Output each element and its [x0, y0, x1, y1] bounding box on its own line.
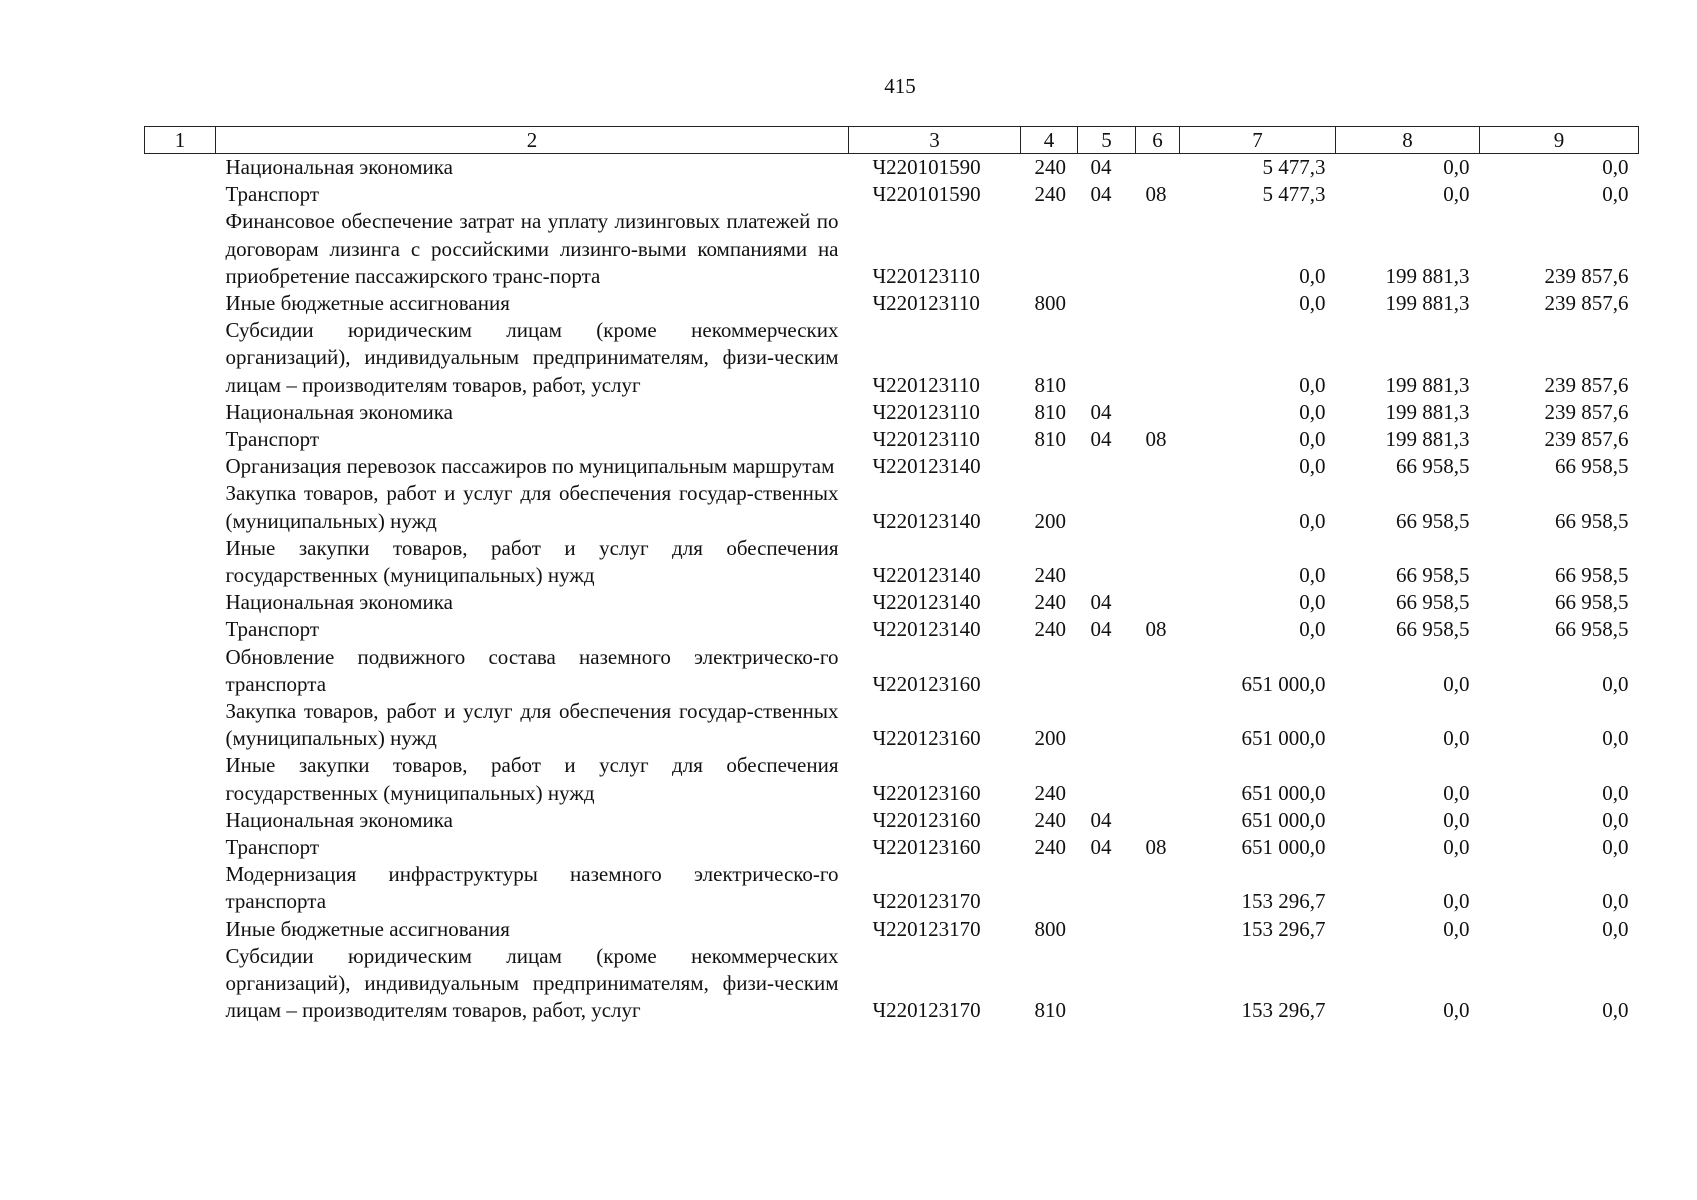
row-name: Организация перевозок пассажиров по муниципальным маршрутам: [225, 454, 835, 479]
table-row: [145, 861, 1639, 915]
amount-col-7: 0,0: [1299, 427, 1326, 452]
amount-col-9: 66 958,5: [1555, 508, 1629, 533]
amount-col-8: 0,0: [1443, 182, 1470, 207]
row-name: Национальная экономика: [225, 155, 453, 179]
target-article-code: Ч220123110: [872, 427, 980, 452]
amount-col-9: 66 958,5: [1555, 563, 1629, 588]
section-code: 04: [1090, 427, 1112, 452]
blank-cell: [145, 943, 216, 1025]
amount-col-7: 153 296,7: [1241, 889, 1326, 914]
amount-col-7: 651 000,0: [1241, 671, 1326, 696]
amount-col-7: 0,0: [1299, 563, 1326, 588]
subsection-code: [1136, 861, 1180, 915]
subsection-code: [1136, 589, 1180, 616]
amount-col-8: 66 958,5: [1396, 617, 1470, 642]
amount-col-8: 0,0: [1443, 916, 1470, 941]
amount-col-7: 651 000,0: [1241, 780, 1326, 805]
row-name: Иные закупки товаров, работ и услуг для обеспечения государственных (муниципальных) нужд: [225, 753, 839, 805]
subsection-code: 08: [1145, 427, 1167, 452]
column-header-4: 4: [1021, 127, 1078, 154]
expense-type-code: 240: [1034, 155, 1066, 179]
target-article-code: Ч220123110: [872, 263, 980, 288]
table-row: [145, 943, 1639, 1025]
target-article-code: Ч220123160: [872, 726, 981, 751]
amount-col-9: 0,0: [1602, 182, 1629, 207]
expense-type-code: 240: [1034, 590, 1066, 615]
row-name: Транспорт: [225, 835, 320, 860]
expense-type-code: [1021, 644, 1078, 698]
subsection-code: [1136, 698, 1180, 752]
amount-col-7: 153 296,7: [1241, 998, 1326, 1023]
table-header: [145, 127, 1639, 154]
subsection-code: [1136, 480, 1180, 534]
amount-col-8: 0,0: [1443, 998, 1470, 1023]
expense-type-code: 810: [1034, 372, 1066, 397]
amount-col-7: 5 477,3: [1262, 155, 1326, 179]
amount-col-8: 0,0: [1443, 835, 1470, 860]
subsection-code: [1136, 208, 1180, 290]
row-name: Национальная экономика: [225, 399, 453, 424]
row-name: Транспорт: [225, 427, 320, 452]
expense-type-code: 200: [1034, 726, 1066, 751]
amount-col-9: 0,0: [1602, 780, 1629, 805]
amount-col-7: 0,0: [1299, 590, 1326, 615]
table-row: [145, 317, 1639, 399]
section-code: [1078, 453, 1136, 480]
table-row: [145, 399, 1639, 426]
amount-col-9: 239 857,6: [1544, 399, 1629, 424]
amount-col-8: 199 881,3: [1385, 263, 1470, 288]
amount-col-8: 0,0: [1443, 807, 1470, 832]
blank-cell: [145, 834, 216, 861]
expense-type-code: 800: [1034, 291, 1066, 316]
section-code: 04: [1090, 590, 1112, 615]
blank-cell: [145, 535, 216, 589]
amount-col-7: 0,0: [1299, 263, 1326, 288]
target-article-code: Ч220101590: [872, 155, 981, 179]
amount-col-7: 0,0: [1299, 372, 1326, 397]
section-code: [1078, 208, 1136, 290]
target-article-code: Ч220123140: [872, 590, 981, 615]
section-code: 04: [1090, 155, 1112, 179]
table-row: [145, 589, 1639, 616]
amount-col-9: 0,0: [1602, 916, 1629, 941]
blank-cell: [145, 181, 216, 208]
table-body: [145, 154, 1639, 1025]
amount-col-7: 0,0: [1299, 399, 1326, 424]
amount-col-9: 0,0: [1602, 807, 1629, 832]
subsection-code: 08: [1145, 617, 1167, 642]
amount-col-9: 239 857,6: [1544, 427, 1629, 452]
section-code: 04: [1090, 617, 1112, 642]
blank-cell: [145, 752, 216, 806]
amount-col-7: 0,0: [1299, 617, 1326, 642]
blank-cell: [145, 807, 216, 834]
amount-col-8: 66 958,5: [1396, 590, 1470, 615]
section-code: [1078, 916, 1136, 943]
row-name: Национальная экономика: [225, 590, 453, 615]
amount-col-7: 651 000,0: [1241, 835, 1326, 860]
subsection-code: [1136, 943, 1180, 1025]
table-row: [145, 208, 1639, 290]
table-row: [145, 916, 1639, 943]
blank-cell: [145, 399, 216, 426]
column-header-6: 6: [1136, 127, 1180, 154]
amount-col-9: 66 958,5: [1555, 617, 1629, 642]
subsection-code: [1136, 290, 1180, 317]
row-name: Национальная экономика: [225, 807, 453, 832]
table-row: [145, 752, 1639, 806]
subsection-code: [1136, 807, 1180, 834]
blank-cell: [145, 208, 216, 290]
blank-cell: [145, 916, 216, 943]
expense-type-code: 240: [1034, 780, 1066, 805]
row-name: Обновление подвижного состава наземного электрическо-го транспорта: [225, 644, 839, 696]
amount-col-8: 0,0: [1443, 671, 1470, 696]
section-code: [1078, 290, 1136, 317]
amount-col-8: 0,0: [1443, 780, 1470, 805]
amount-col-7: 0,0: [1299, 508, 1326, 533]
blank-cell: [145, 290, 216, 317]
expense-type-code: 810: [1034, 427, 1066, 452]
expense-type-code: 240: [1034, 617, 1066, 642]
target-article-code: Ч220123140: [872, 508, 981, 533]
amount-col-9: 239 857,6: [1544, 263, 1629, 288]
column-header-5: 5: [1078, 127, 1136, 154]
subsection-code: [1136, 916, 1180, 943]
subsection-code: [1136, 453, 1180, 480]
subsection-code: [1136, 752, 1180, 806]
amount-col-7: 0,0: [1299, 291, 1326, 316]
section-code: [1078, 644, 1136, 698]
table-row: [145, 834, 1639, 861]
target-article-code: Ч220123160: [872, 807, 981, 832]
target-article-code: Ч220123110: [872, 291, 980, 316]
expense-type-code: 810: [1034, 998, 1066, 1023]
target-article-code: Ч220123170: [872, 916, 981, 941]
row-name: Финансовое обеспечение затрат на уплату лизинговых платежей по договорам лизинга с российскими лизинго-выми компаниями на приобретение пассажирского транс-порта: [225, 209, 839, 288]
row-name: Модернизация инфраструктуры наземного электрическо-го транспорта: [225, 862, 839, 914]
target-article-code: Ч220123140: [872, 563, 981, 588]
expense-type-code: 810: [1034, 399, 1066, 424]
blank-cell: [145, 644, 216, 698]
table-row: [145, 154, 1639, 182]
expense-type-code: [1021, 861, 1078, 915]
amount-col-9: 66 958,5: [1555, 454, 1629, 479]
subsection-code: [1136, 154, 1180, 182]
target-article-code: Ч220101590: [872, 182, 981, 207]
column-header-2: 2: [216, 127, 849, 154]
amount-col-8: 0,0: [1443, 155, 1470, 179]
amount-col-8: 0,0: [1443, 726, 1470, 751]
target-article-code: Ч220123160: [872, 780, 981, 805]
row-name: Закупка товаров, работ и услуг для обеспечения государ-ственных (муниципальных) нужд: [225, 481, 839, 533]
row-name: Субсидии юридическим лицам (кроме некоммерческих организаций), индивидуальным предпринимателям, физи-ческим лицам – производителям товаров, работ, услуг: [225, 943, 839, 1023]
amount-col-8: 66 958,5: [1396, 454, 1470, 479]
section-code: [1078, 752, 1136, 806]
amount-col-8: 199 881,3: [1385, 372, 1470, 397]
budget-table: [144, 126, 1639, 1025]
column-header-1: 1: [145, 127, 216, 154]
amount-col-8: 66 958,5: [1396, 563, 1470, 588]
row-name: Транспорт: [225, 182, 320, 207]
table-row: [145, 290, 1639, 317]
header-row: [145, 127, 1639, 154]
table-row: [145, 453, 1639, 480]
target-article-code: Ч220123140: [872, 454, 981, 479]
amount-col-9: 0,0: [1602, 671, 1629, 696]
column-header-3: 3: [849, 127, 1021, 154]
amount-col-8: 199 881,3: [1385, 291, 1470, 316]
blank-cell: [145, 861, 216, 915]
expense-type-code: 200: [1034, 508, 1066, 533]
section-code: 04: [1090, 807, 1112, 832]
section-code: [1078, 943, 1136, 1025]
blank-cell: [145, 480, 216, 534]
target-article-code: Ч220123170: [872, 889, 981, 914]
table-row: [145, 644, 1639, 698]
expense-type-code: 240: [1034, 835, 1066, 860]
target-article-code: Ч220123160: [872, 835, 981, 860]
expense-type-code: 240: [1034, 807, 1066, 832]
target-article-code: Ч220123170: [872, 998, 981, 1023]
amount-col-7: 5 477,3: [1262, 182, 1326, 207]
amount-col-9: 66 958,5: [1555, 590, 1629, 615]
row-name: Иные бюджетные ассигнования: [225, 916, 510, 941]
amount-col-8: 199 881,3: [1385, 399, 1470, 424]
target-article-code: Ч220123110: [872, 372, 980, 397]
expense-type-code: 240: [1034, 563, 1066, 588]
subsection-code: [1136, 317, 1180, 399]
row-name: Транспорт: [225, 617, 320, 642]
amount-col-8: 66 958,5: [1396, 508, 1470, 533]
column-header-8: 8: [1336, 127, 1480, 154]
target-article-code: Ч220123140: [872, 617, 981, 642]
subsection-code: [1136, 535, 1180, 589]
section-code: 04: [1090, 182, 1112, 207]
subsection-code: [1136, 644, 1180, 698]
section-code: 04: [1090, 399, 1112, 424]
section-code: [1078, 317, 1136, 399]
subsection-code: [1136, 399, 1180, 426]
section-code: [1078, 480, 1136, 534]
row-name: Субсидии юридическим лицам (кроме некоммерческих организаций), индивидуальным предпринимателям, физи-ческим лицам – производителям товаров, работ, услуг: [225, 318, 839, 397]
blank-cell: [145, 589, 216, 616]
amount-col-9: 239 857,6: [1544, 291, 1629, 316]
blank-cell: [145, 154, 216, 182]
section-code: [1078, 698, 1136, 752]
table-row: [145, 807, 1639, 834]
amount-col-9: 0,0: [1602, 889, 1629, 914]
table-row: [145, 535, 1639, 589]
blank-cell: [145, 453, 216, 480]
blank-cell: [145, 616, 216, 643]
amount-col-7: 0,0: [1299, 454, 1326, 479]
blank-cell: [145, 317, 216, 399]
amount-col-9: 0,0: [1602, 998, 1629, 1023]
row-name: Иные бюджетные ассигнования: [225, 291, 510, 316]
table-row: [145, 181, 1639, 208]
amount-col-9: 0,0: [1602, 835, 1629, 860]
amount-col-9: 239 857,6: [1544, 372, 1629, 397]
subsection-code: 08: [1145, 182, 1167, 207]
row-name: Закупка товаров, работ и услуг для обеспечения государ-ственных (муниципальных) нужд: [225, 699, 839, 751]
section-code: [1078, 535, 1136, 589]
expense-type-code: [1021, 208, 1078, 290]
table-row: [145, 480, 1639, 534]
amount-col-8: 0,0: [1443, 889, 1470, 914]
amount-col-9: 0,0: [1602, 726, 1629, 751]
subsection-code: 08: [1145, 835, 1167, 860]
section-code: [1078, 861, 1136, 915]
table-row: [145, 698, 1639, 752]
table-row: [145, 426, 1639, 453]
expense-type-code: 240: [1034, 182, 1066, 207]
column-header-7: 7: [1180, 127, 1336, 154]
row-name: Иные закупки товаров, работ и услуг для обеспечения государственных (муниципальных) нужд: [225, 535, 839, 588]
target-article-code: Ч220123110: [872, 399, 980, 424]
amount-col-9: 0,0: [1602, 155, 1629, 179]
target-article-code: Ч220123160: [872, 671, 981, 696]
blank-cell: [145, 698, 216, 752]
amount-col-7: 153 296,7: [1241, 916, 1326, 941]
column-header-9: 9: [1480, 127, 1639, 154]
expense-type-code: [1021, 453, 1078, 480]
amount-col-7: 651 000,0: [1241, 807, 1326, 832]
section-code: 04: [1090, 835, 1112, 860]
page-number: 415: [884, 74, 916, 98]
amount-col-8: 199 881,3: [1385, 427, 1470, 452]
blank-cell: [145, 426, 216, 453]
amount-col-7: 651 000,0: [1241, 726, 1326, 751]
table-row: [145, 616, 1639, 643]
expense-type-code: 800: [1034, 916, 1066, 941]
